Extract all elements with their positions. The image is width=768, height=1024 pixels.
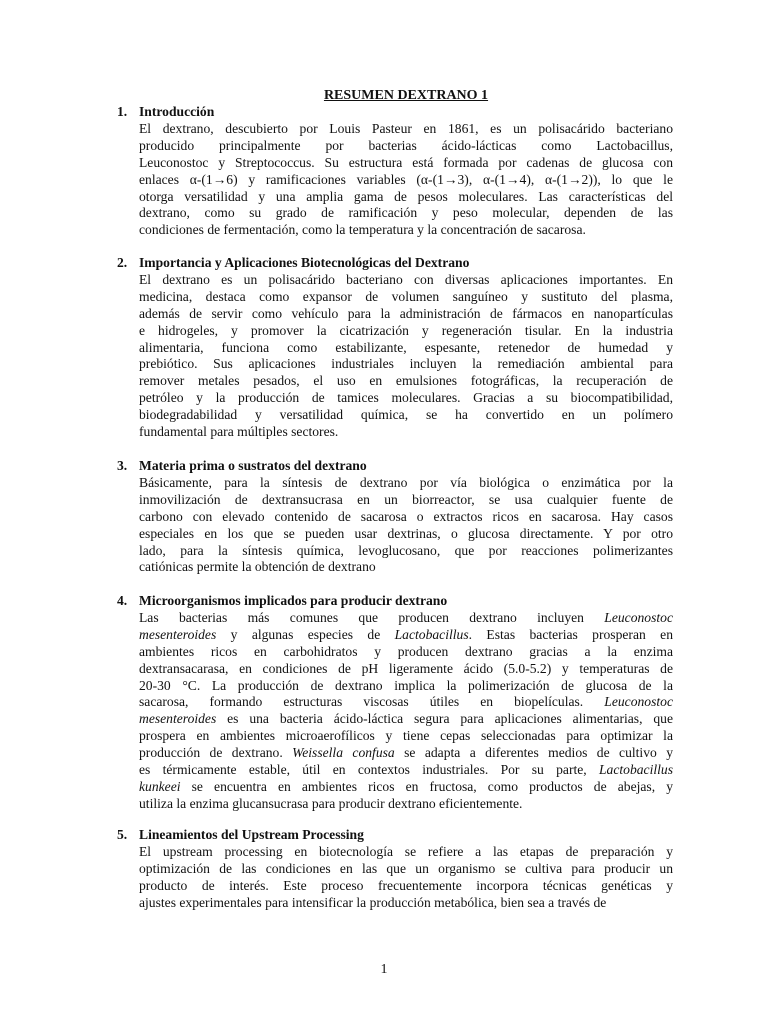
text-run: . Estas bacterias prosperan en	[468, 626, 673, 642]
species-name: kunkeei	[139, 778, 181, 794]
section-title: Microorganismos implicados para producir dextrano	[139, 593, 448, 608]
section-body	[139, 121, 673, 239]
text-run: se adapta a diferentes medios de cultivo y	[394, 745, 673, 761]
text-run: sacarosa, formando estructuras viscosas útiles en biopelículas.	[139, 694, 605, 710]
paragraph-line: e hidrogeles, y promover la cicatrización y regeneración tisular. En la industria	[139, 322, 673, 338]
paragraph-line: condiciones de fermentación, como la temperatura y la concentración de sacarosa.	[139, 222, 586, 238]
section-microorganismos	[117, 593, 673, 813]
species-name: mesenteroides	[139, 711, 217, 727]
paragraph-line: enlaces α-(1→6) y ramificaciones variables (α-(1→3), α-(1→4), α-(1→2)), lo que le	[139, 171, 673, 187]
species-name: Lactobacillus	[598, 762, 673, 778]
text-run: producción de dextrano.	[139, 745, 293, 761]
paragraph-line: producto de interés. Este proceso frecuentemente incorpora técnicas genéticas y	[139, 877, 673, 893]
section-materia-prima	[117, 458, 673, 576]
species-name: Weissella confusa	[292, 745, 395, 761]
section-body	[139, 272, 673, 441]
section-heading	[117, 593, 673, 610]
section-number: 1.	[117, 104, 128, 119]
section-heading	[117, 827, 673, 844]
paragraph-line: El dextrano, descubierto por Louis Pasteur en 1861, es un polisacárido bacteriano	[139, 121, 673, 136]
section-number: 5.	[117, 827, 128, 842]
paragraph-line: dextrano, como su grado de ramificación y peso molecular, dependen de las	[139, 205, 673, 221]
paragraph-line: alimentaria, funciona como estabilizante, espesante, retenedor de humedad y	[139, 339, 673, 355]
paragraph-line	[139, 644, 673, 661]
section-title: Materia prima o sustratos del dextrano	[139, 458, 367, 473]
text-run: es térmicamente estable, útil en contextos industriales. Por su parte,	[139, 762, 599, 778]
section-body	[139, 844, 673, 912]
paragraph-line	[139, 694, 673, 711]
paragraph-line	[139, 762, 673, 779]
text-run: Las bacterias más comunes que producen dextrano incluyen	[139, 610, 605, 625]
paragraph-line: especiales en los que se pueden usar dextrinas, o glucosa directamente. Y por otro	[139, 525, 673, 541]
paragraph-line: lado, para la síntesis química, levoglucosano, que por reacciones polimerizantes	[139, 542, 673, 558]
text-run: ambientes ricos en carbohidratos y producen dextrano gracias a la enzima	[139, 643, 673, 659]
text-run: es una bacteria ácido-láctica segura para aplicaciones alimentarias, que	[216, 711, 673, 727]
species-name: mesenteroides	[139, 626, 217, 642]
text-run: y algunas especies de	[216, 626, 395, 642]
paragraph-line: producido principalmente por bacterias ácido-lácticas como Lactobacillus,	[139, 137, 673, 153]
document-title: RESUMEN DEXTRANO 1	[323, 88, 489, 103]
species-name: Leuconostoc	[604, 694, 673, 710]
section-title: Introducción	[139, 104, 215, 119]
paragraph-line: prebiótico. Sus aplicaciones industriales incluyen la remediación ambiental para	[139, 356, 673, 372]
paragraph-line	[139, 728, 673, 745]
paragraph-line	[139, 745, 673, 762]
paragraph-line	[139, 678, 673, 695]
paragraph-line	[139, 627, 673, 644]
species-name: Lactobacillus	[394, 626, 469, 642]
section-heading	[117, 104, 673, 121]
text-run: dextransacarasa, en condiciones de pH ligeramente ácido (5.0-5.2) y temperaturas de	[139, 660, 673, 676]
paragraph-line	[139, 796, 673, 813]
paragraph-line: biodegradabilidad y versatilidad química, se ha convertido en un polímero	[139, 407, 673, 423]
paragraph-line: remover metales pesados, el uso en emulsiones fotográficas, la recuperación de	[139, 373, 673, 389]
paragraph-line: fundamental para múltiples sectores.	[139, 424, 339, 440]
paragraph-line: petróleo y la producción de tamices moleculares. Gracias a su biocompatibilidad,	[139, 390, 673, 406]
section-heading	[117, 458, 673, 475]
section-number: 3.	[117, 458, 128, 473]
paragraph-line	[139, 610, 673, 627]
paragraph-line: El upstream processing en biotecnología se refiere a las etapas de preparación y	[139, 844, 673, 859]
section-title: Importancia y Aplicaciones Biotecnológicas del Dextrano	[139, 255, 470, 270]
paragraph-line: El dextrano es un polisacárido bacteriano con diversas aplicaciones importantes. En	[139, 272, 673, 287]
section-body	[139, 610, 673, 813]
paragraph-line: optimización de las condiciones en las que un organismo se cultiva para producir un	[139, 860, 673, 876]
page-number: 1	[380, 962, 388, 977]
paragraph-line: además de servir como vehículo para la administración de fármacos en nanopartículas	[139, 305, 673, 321]
paragraph-line: catiónicas permite la obtención de dextrano	[139, 559, 376, 575]
text-run: se encuentra en ambientes ricos en fructosa, como productos de abejas, y	[180, 778, 673, 794]
section-introduccion	[117, 104, 673, 239]
paragraph-line: medicina, destaca como expansor de volumen sanguíneo y sustituto del plasma,	[139, 288, 673, 304]
section-upstream	[117, 827, 673, 912]
paragraph-line: Leuconostoc y Streptococcus. Su estructura está formada por cadenas de glucosa con	[139, 154, 673, 170]
paragraph-line	[139, 779, 673, 796]
text-run: prospera en ambientes microaerofílicos y tiene cepas seleccionadas para optimizar la	[139, 728, 673, 744]
section-title: Lineamientos del Upstream Processing	[139, 827, 364, 842]
paragraph-line: Básicamente, para la síntesis de dextrano por vía biológica o enzimática por la	[139, 475, 673, 490]
paragraph-line: carbono con elevado contenido de sacarosa o extractos ricos en sacarosa. Hay casos	[139, 508, 673, 524]
section-number: 2.	[117, 255, 128, 270]
section-number: 4.	[117, 593, 128, 608]
section-body	[139, 475, 673, 576]
text-run: utiliza la enzima glucansucrasa para producir dextrano eficientemente.	[139, 795, 523, 811]
section-heading	[117, 255, 673, 272]
paragraph-line: otorga versatilidad y una amplia gama de pesos moleculares. Las características del	[139, 188, 673, 204]
paragraph-line	[139, 711, 673, 728]
species-name: Leuconostoc	[604, 610, 673, 625]
paragraph-line: inmovilización de dextransucrasa en un biorreactor, se usa cualquier fuente de	[139, 491, 673, 507]
paragraph-line: ajustes experimentales para intensificar la producción metabólica, bien sea a través de	[139, 894, 607, 910]
section-importancia	[117, 255, 673, 441]
text-run: 20-30 °C. La producción de dextrano implica la polimerización de glucosa de la	[139, 677, 673, 693]
paragraph-line	[139, 661, 673, 678]
